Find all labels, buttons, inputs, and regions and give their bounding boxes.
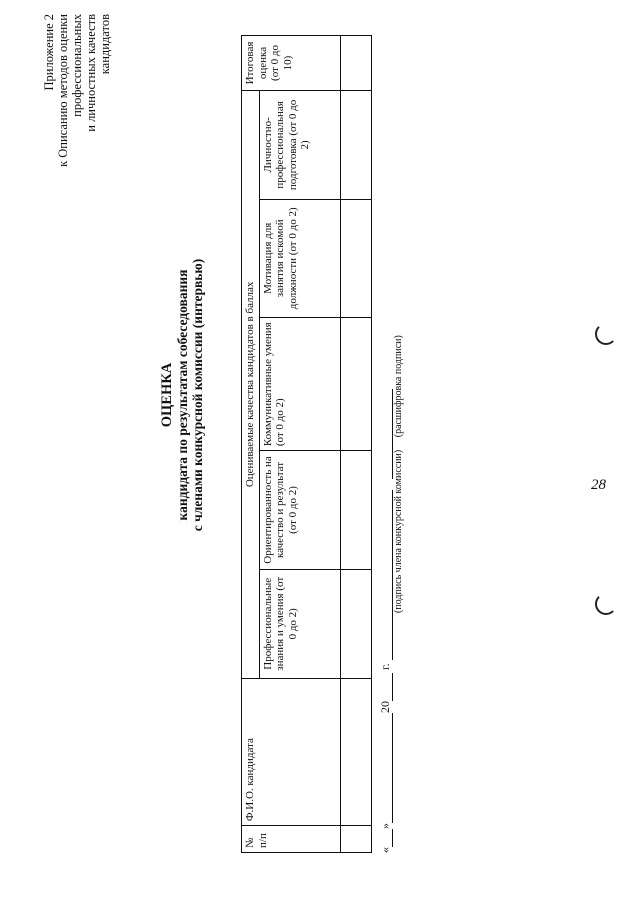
decode-blank [380,389,393,479]
header-sub-1: Профессиональные знания и умения (от 0 до 2) [259,569,340,678]
document-title [160,185,205,605]
header-sub-2: Ориентированность на качество и результат (от 0 до 2) [259,451,340,570]
cell-score-2 [340,451,371,570]
punch-hole-mark [595,323,617,345]
decode-caption: (расшифровка подписи) [393,335,404,438]
table-row [340,36,371,853]
year-prefix: 20 [378,701,392,713]
title-main: ОЦЕНКА [159,362,175,428]
evaluation-table [241,35,372,853]
cell-score-4 [340,199,371,317]
header-sub-5: Личностно-профессиональная подготовка (от 0 до 2) [259,91,340,200]
header-group: Оцениваемые качества кандидатов в баллах [242,91,260,679]
header-sub-4: Мотивация для занятия искомой должности (от 0 до 2) [259,199,340,317]
signature-blank [380,490,393,660]
year-blank [380,673,393,701]
cell-score-3 [340,317,371,450]
header-name: Ф.И.О. кандидата [242,678,341,825]
year-suffix: г. [378,663,392,670]
cell-total [340,36,371,91]
punch-hole-mark [595,593,617,615]
title-line-2: кандидата по результатам собеседования [175,269,190,521]
cell-score-5 [340,91,371,200]
header-num: № п/п [242,826,341,853]
footer-captions [393,333,404,613]
date-line [378,333,393,853]
appendix-line-3: и личностных качеств кандидатов [84,14,112,132]
cell-num [340,826,371,853]
header-total: Итоговая оценка (от 0 до 10) [242,36,341,91]
cell-name [340,678,371,825]
day-blank [380,829,393,847]
quote-close: » [378,823,392,829]
appendix-line-1: Приложение 2 [42,14,56,91]
title-line-3: с членами конкурсной комиссии (интервью) [190,258,205,532]
page-number: 28 [591,477,606,493]
quote-open: « [378,847,392,853]
appendix-line-2: к Описанию методов оценки профессиональных [56,14,84,167]
signature-block [378,333,404,853]
appendix-note [42,14,112,190]
header-sub-3: Коммуникативные умения (от 0 до 2) [259,317,340,450]
signature-caption: (подпись члена конкурсной комиссии) [393,449,404,613]
cell-score-1 [340,569,371,678]
table-header-row [242,36,260,853]
month-blank [380,713,393,823]
